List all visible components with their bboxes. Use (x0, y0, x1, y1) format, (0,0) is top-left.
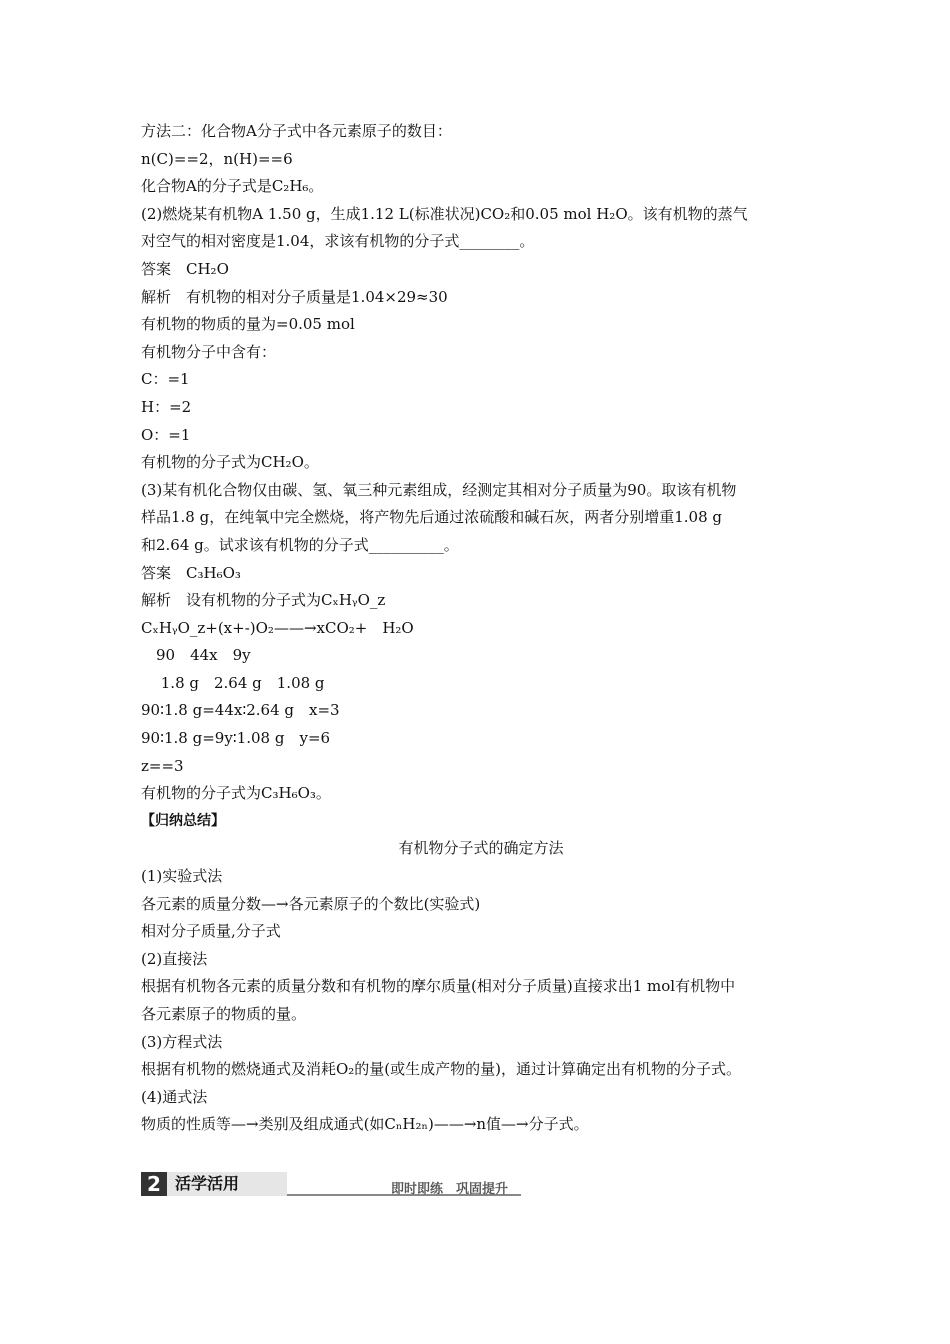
equation-line: 90∶1.8 g=44x∶2.64 g x=3 (141, 701, 340, 720)
text-line: O：=1 (141, 425, 191, 444)
text-line: 有机物分子中含有： (141, 342, 277, 361)
analysis-line: 解析 有机物的相对分子质量是1.04×29≈30 (141, 287, 448, 306)
text-line: 各元素原子的物质的量。 (141, 1005, 307, 1023)
section-number-badge: 2 (141, 1172, 167, 1196)
analysis-line: 解析 设有机物的分子式为CₓHᵧO_z (141, 591, 386, 610)
equation-line: 90 44x 9y (141, 646, 251, 665)
text-line: H：=2 (141, 397, 192, 416)
answer-line: 答案 CH₂O (141, 259, 229, 278)
text-line: (3)方程式法 (141, 1032, 223, 1051)
document-body (141, 118, 821, 1139)
equation-line: CₓHᵧO_z+(x+-)O₂——→xCO₂+ H₂O (141, 618, 414, 637)
answer-line: 答案 C₃H₆O₃ (141, 563, 241, 582)
section-heading: 【归纳总结】 (141, 812, 225, 829)
text-line: 样品1.8 g，在纯氧中完全燃烧，将产物先后通过浓硫酸和碱石灰，两者分别增重1.08 g (141, 508, 722, 527)
banner-subtitle: 即时即练 巩固提升 (391, 1182, 509, 1197)
text-line: (3)某有机化合物仅由碳、氢、氧三种元素组成，经测定其相对分子质量为90。取该有机物 (141, 480, 737, 499)
text-line: 化合物A的分子式是C₂H₆。 (141, 177, 324, 196)
text-line: 有机物的物质的量为=0.05 mol (141, 315, 355, 334)
banner-title: 活学活用 (167, 1172, 287, 1196)
equation-line: 1.8 g 2.64 g 1.08 g (141, 673, 325, 692)
text-line: 方法二：化合物A分子式中各元素原子的数目： (141, 122, 452, 140)
text-line: n(C)==2，n(H)==6 (141, 149, 293, 168)
section-banner (141, 1170, 521, 1198)
text-line: 各元素的质量分数—→各元素原子的个数比(实验式) (141, 894, 481, 913)
text-line: 有机物的分子式为CH₂O。 (141, 453, 319, 472)
text-line: (2)燃烧某有机物A 1.50 g，生成1.12 L(标准状况)CO₂和0.05 mol H₂O。该有机物的蒸气 (141, 204, 748, 223)
text-line: (4)通式法 (141, 1087, 208, 1106)
text-line: 对空气的相对密度是1.04，求该有机物的分子式________。 (141, 232, 535, 251)
equation-line: 90∶1.8 g=9y∶1.08 g y=6 (141, 729, 331, 748)
text-line: (2)直接法 (141, 949, 208, 968)
text-line: 根据有机物各元素的质量分数和有机物的摩尔质量(相对分子质量)直接求出1 mol有机物中 (141, 977, 736, 996)
text-line: 有机物的分子式为C₃H₆O₃。 (141, 784, 331, 803)
section-title: 有机物分子式的确定方法 (398, 839, 564, 858)
equation-line: z==3 (141, 756, 184, 775)
text-line: C：=1 (141, 370, 190, 389)
text-line: 根据有机物的燃烧通式及消耗O₂的量(或生成产物的量)，通过计算确定出有机物的分子式。 (141, 1060, 742, 1079)
text-line: 物质的性质等—→类别及组成通式(如CₙH₂ₙ)——→n值—→分子式。 (141, 1115, 589, 1134)
text-line: 相对分子质量,分子式 (141, 922, 281, 941)
text-line: (1)实验式法 (141, 867, 223, 886)
text-line: 和2.64 g。试求该有机物的分子式__________。 (141, 535, 459, 554)
